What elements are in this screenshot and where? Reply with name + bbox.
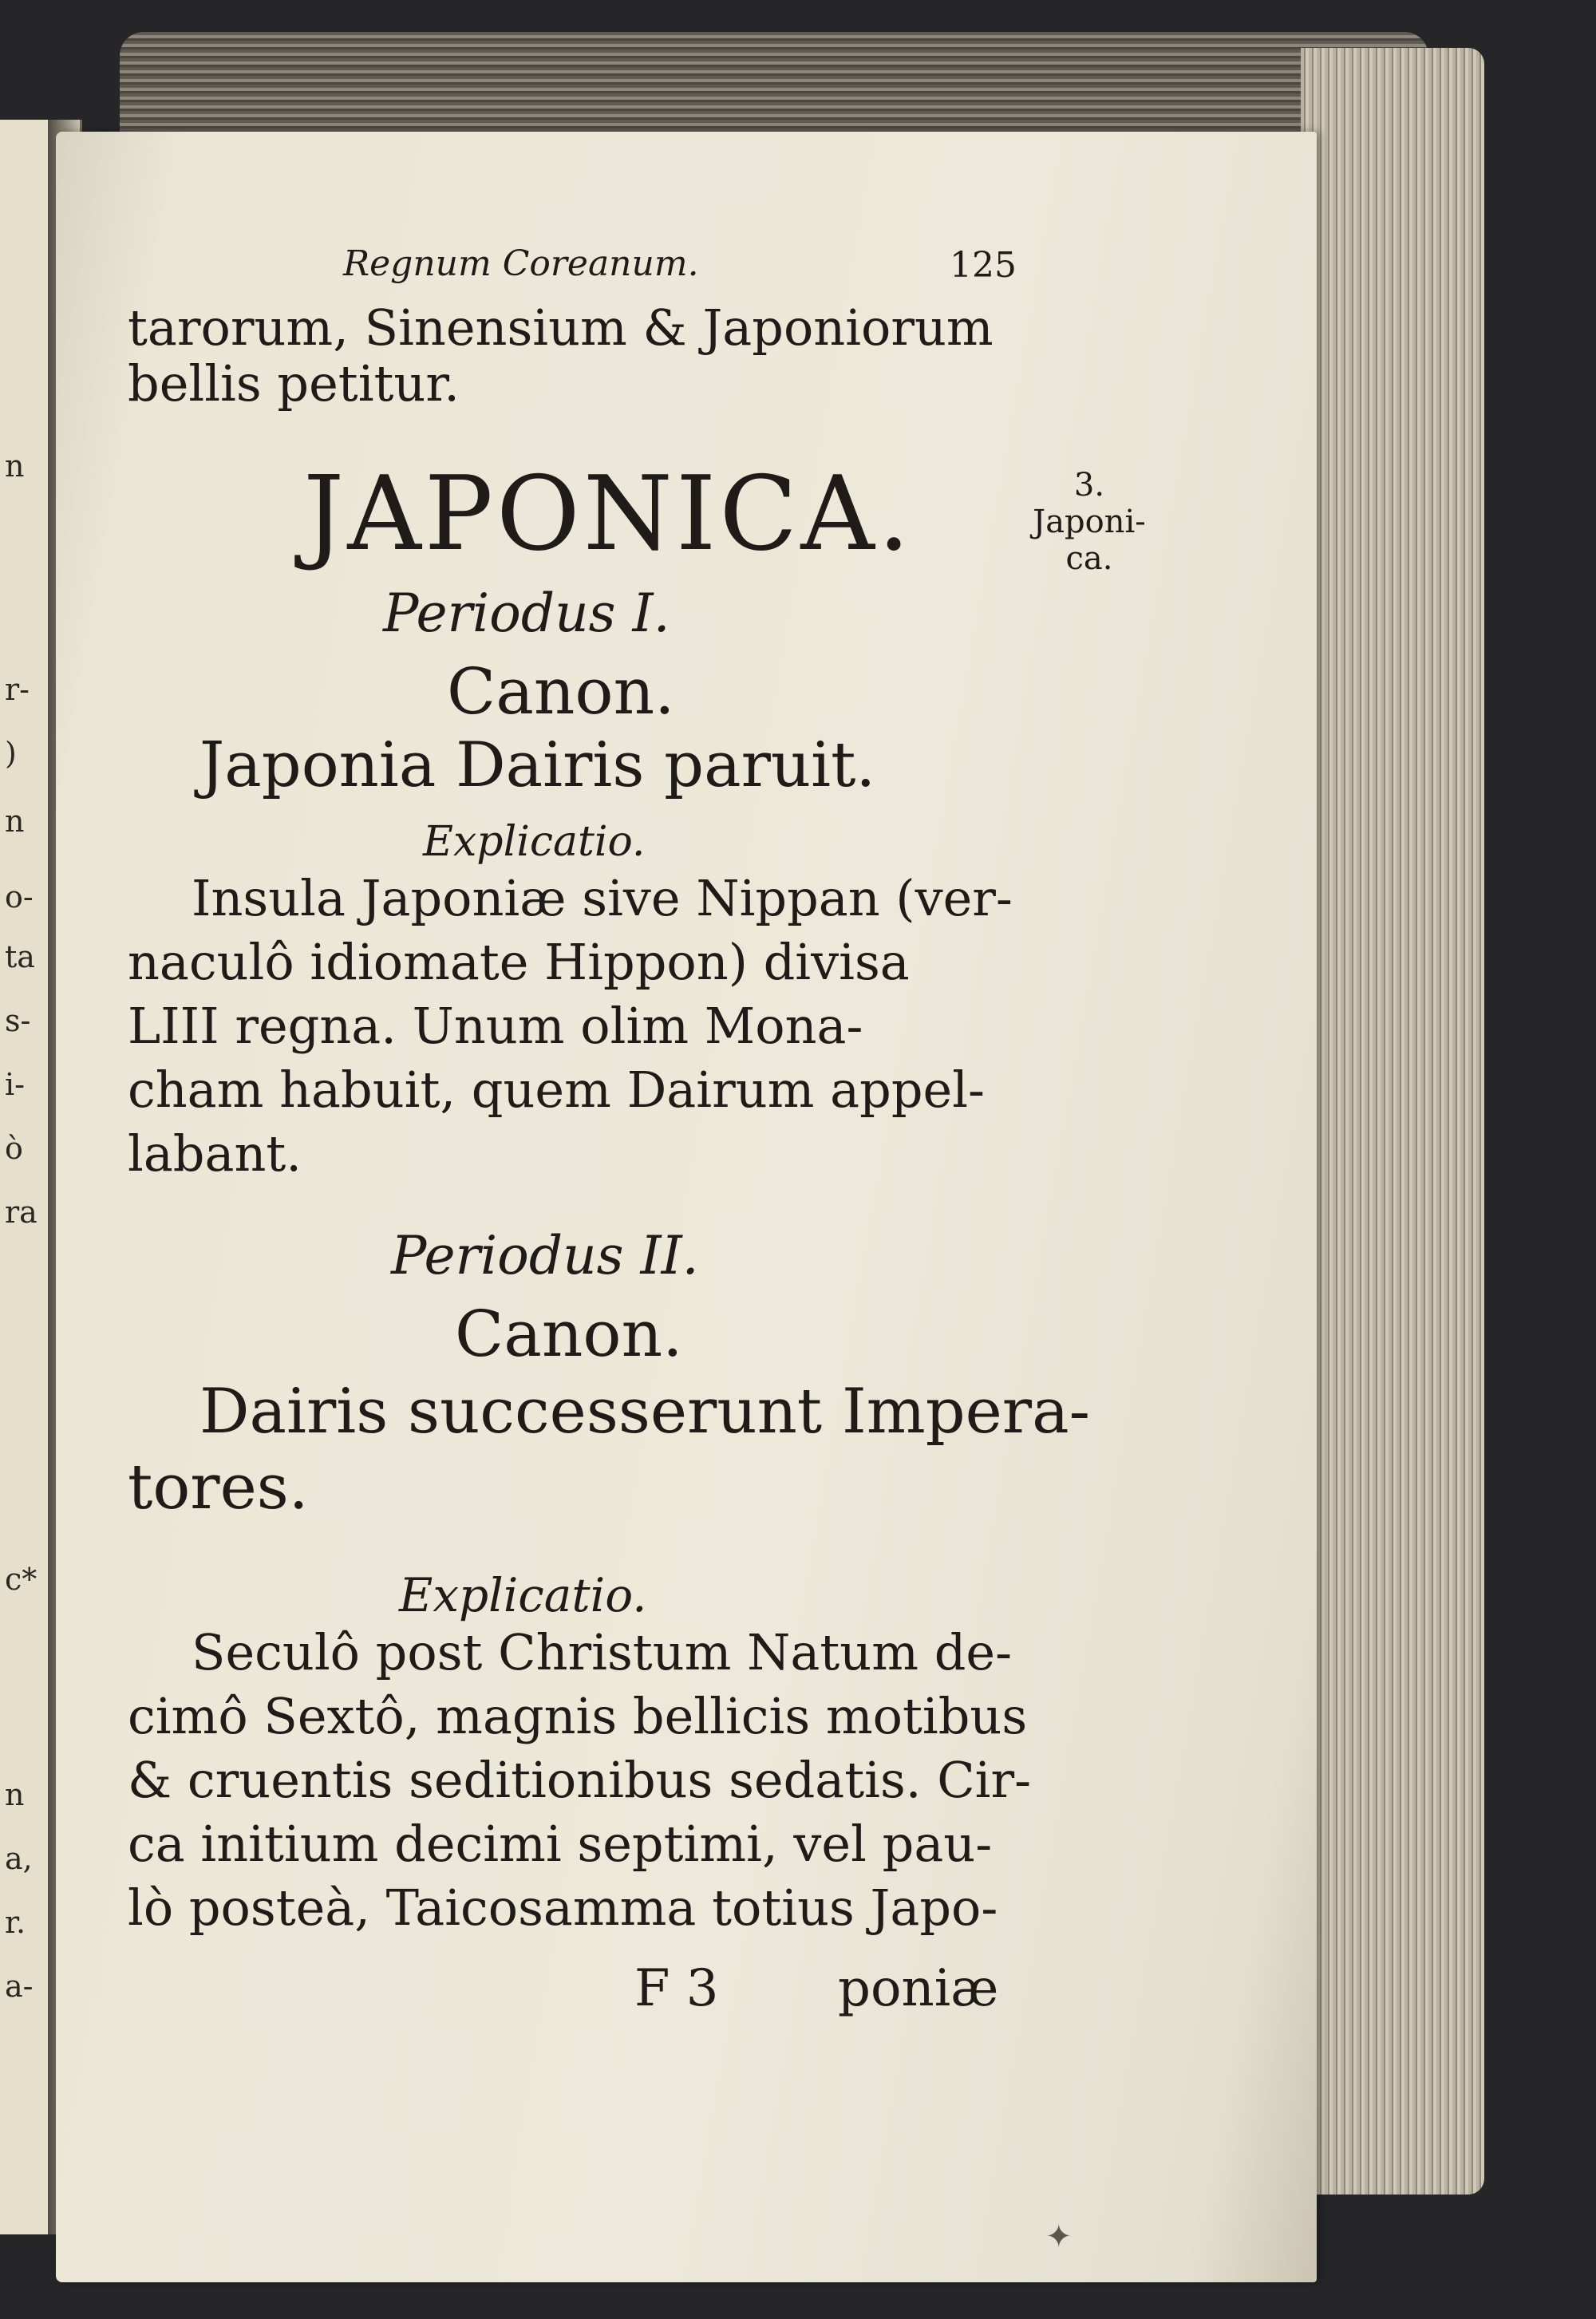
- margin-note-line: Japoni-: [1033, 504, 1146, 540]
- page-number: 125: [950, 245, 1017, 286]
- facing-page-fragment: c*: [5, 1562, 38, 1597]
- text-line: labant.: [128, 1124, 302, 1183]
- text-line: LIII regna. Unum olim Mona-: [128, 997, 863, 1055]
- facing-page-fragment: o-: [5, 879, 34, 915]
- running-head: Regnum Coreanum.: [343, 243, 699, 284]
- text-line: bellis petitur.: [128, 354, 460, 413]
- text-line: Seculô post Christum Natum de-: [192, 1623, 1013, 1681]
- facing-page-fragment: n: [5, 1777, 25, 1812]
- signature-mark: F 3: [634, 1959, 719, 2018]
- paper-blemish: ✦: [1045, 2218, 1073, 2255]
- facing-page-fragment: s-: [5, 1003, 31, 1038]
- facing-page-fragment: ta: [5, 939, 35, 974]
- text-line: naculô idiomate Hippon) divisa: [128, 933, 910, 991]
- periodus-2-explicatio-label: Explicatio.: [399, 1568, 647, 1622]
- periodus-2-canon-label: Canon.: [455, 1297, 683, 1371]
- text-line: Dairis successerunt Impera-: [200, 1376, 1090, 1448]
- text-line: Insula Japoniæ sive Nippan (ver-: [192, 869, 1013, 927]
- periodus-2-heading: Periodus II.: [391, 1225, 699, 1286]
- page-stack-edge: [1301, 48, 1484, 2195]
- text-line: tarorum, Sinensium & Japoniorum: [128, 298, 994, 357]
- facing-page-fragment: ò: [5, 1131, 23, 1166]
- periodus-1-explicatio-label: Explicatio.: [423, 818, 646, 866]
- facing-page-fragment: ): [5, 736, 17, 771]
- periodus-1-canon-label: Canon.: [447, 654, 675, 729]
- text-line: cham habuit, quem Dairum appel-: [128, 1061, 985, 1119]
- facing-page-fragment: r-: [5, 672, 30, 707]
- text-line: cimô Sextô, magnis bellicis motibus: [128, 1687, 1028, 1745]
- periodus-1-heading: Periodus I.: [383, 583, 670, 644]
- facing-page-fragment: r.: [5, 1905, 26, 1940]
- facing-page-fragment: a,: [5, 1841, 33, 1876]
- margin-note-line: ca.: [1065, 540, 1113, 577]
- text-line: lò posteà, Taicosamma totius Japo-: [128, 1879, 998, 1937]
- margin-note-line: 3.: [1073, 467, 1105, 504]
- text-line: ca initium decimi septimi, vel pau-: [128, 1815, 993, 1873]
- facing-page-fragment: n: [5, 804, 25, 839]
- periodus-1-canon: Japonia Dairis paruit.: [200, 729, 876, 801]
- book-page: [56, 132, 1317, 2282]
- text-line: tores.: [128, 1452, 309, 1523]
- facing-page-fragment: ra: [5, 1195, 38, 1230]
- margin-note: [1025, 467, 1153, 577]
- facing-page-fragment: n: [5, 448, 25, 484]
- facing-page-fragment: i-: [5, 1067, 25, 1102]
- text-line: & cruentis seditionibus sedatis. Cir-: [128, 1751, 1032, 1809]
- section-title: JAPONICA.: [303, 455, 914, 574]
- facing-page-fragment: a-: [5, 1969, 34, 2004]
- catchword: poniæ: [838, 1959, 999, 2018]
